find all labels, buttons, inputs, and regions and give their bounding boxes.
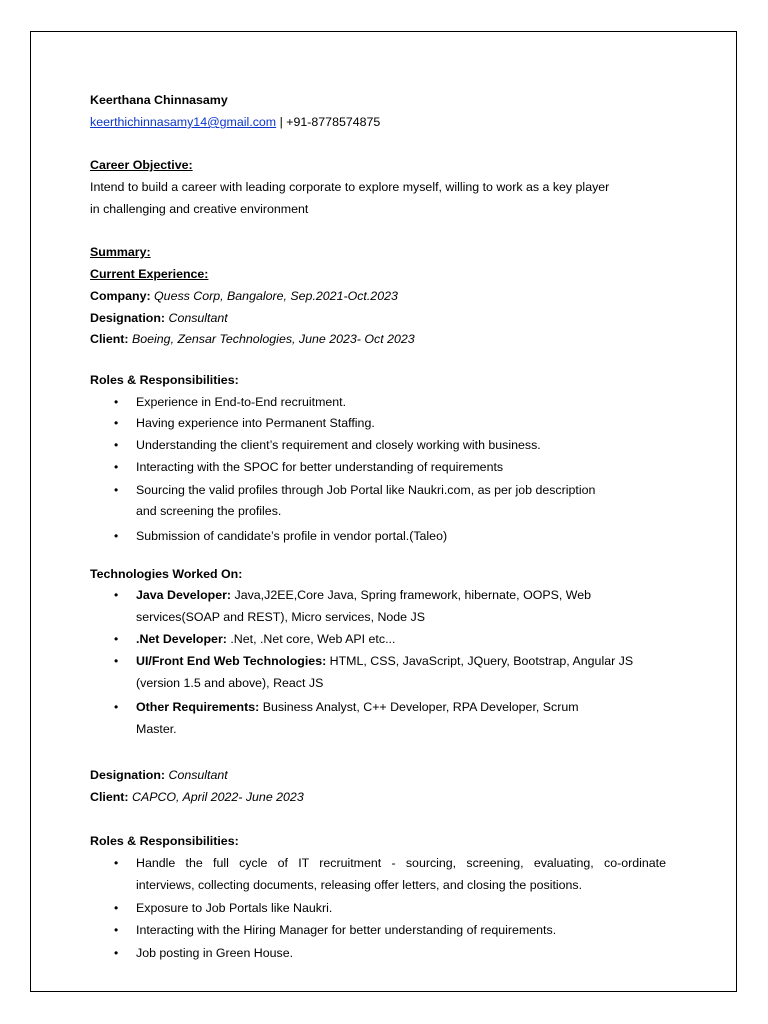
bullet-icon: • (114, 700, 119, 714)
tech-net (136, 631, 395, 647)
bullet-icon: • (114, 654, 119, 668)
client-value: CAPCO, April 2022- June 2023 (128, 790, 304, 804)
list-item-continuation: and screening the profiles. (136, 504, 282, 518)
bullet-icon: • (114, 483, 119, 497)
client-line (90, 789, 304, 805)
career-objective-line: in challenging and creative environment (90, 202, 309, 216)
contact-line (90, 114, 380, 130)
designation-line (90, 767, 228, 783)
client-line (90, 331, 415, 347)
tech-ui-value: HTML, CSS, JavaScript, JQuery, Bootstrap, Angular JS (326, 654, 634, 668)
current-experience-heading: Current Experience: (90, 267, 209, 281)
tech-other (136, 699, 579, 715)
tech-other-label: Other Requirements: (136, 700, 260, 714)
tech-ui-continuation: (version 1.5 and above), React JS (136, 676, 324, 690)
list-item-continuation: interviews, collecting documents, releasing offer letters, and closing the positions. (136, 878, 583, 892)
list-item: Job posting in Green House. (136, 946, 294, 960)
bullet-icon: • (114, 923, 119, 937)
email-link[interactable]: keerthichinnasamy14@gmail.com (90, 115, 277, 129)
tech-java-label: Java Developer: (136, 588, 232, 602)
list-item: Interacting with the Hiring Manager for better understanding of requirements. (136, 923, 557, 937)
company-value: Quess Corp, Bangalore, Sep.2021-Oct.2023 (150, 289, 398, 303)
list-item: Handle the full cycle of IT recruitment - sourcing, screening, evaluating, co-ordinate (136, 856, 666, 870)
client-value: Boeing, Zensar Technologies, June 2023- Oct 2023 (128, 332, 415, 346)
designation-line (90, 310, 228, 326)
list-item: Submission of candidate’s profile in vendor portal.(Taleo) (136, 529, 448, 543)
list-item: Exposure to Job Portals like Naukri. (136, 901, 333, 915)
roles-heading: Roles & Responsibilities: (90, 834, 239, 848)
bullet-icon: • (114, 416, 119, 430)
bullet-icon: • (114, 946, 119, 960)
tech-ui (136, 653, 633, 669)
summary-heading: Summary: (90, 245, 151, 259)
bullet-icon: • (114, 588, 119, 602)
tech-java (136, 587, 591, 603)
candidate-name: Keerthana Chinnasamy (90, 93, 228, 107)
list-item: Experience in End-to-End recruitment. (136, 395, 347, 409)
list-item: Interacting with the SPOC for better understanding of requirements (136, 460, 504, 474)
bullet-icon: • (114, 856, 119, 870)
phone-number: +91-8778574875 (286, 115, 381, 129)
designation-label: Designation: (90, 311, 166, 325)
technologies-heading: Technologies Worked On: (90, 567, 243, 581)
list-item: Having experience into Permanent Staffing. (136, 416, 375, 430)
designation-label: Designation: (90, 768, 166, 782)
tech-net-label: .Net Developer: (136, 632, 227, 646)
contact-separator: | (276, 115, 287, 129)
bullet-icon: • (114, 901, 119, 915)
bullet-icon: • (114, 529, 119, 543)
tech-other-continuation: Master. (136, 722, 177, 736)
client-label: Client: (90, 332, 129, 346)
bullet-icon: • (114, 395, 119, 409)
career-objective-line: Intend to build a career with leading corporate to explore myself, willing to work as a key player (90, 180, 610, 194)
tech-ui-label: UI/Front End Web Technologies: (136, 654, 327, 668)
client-label: Client: (90, 790, 129, 804)
company-line (90, 288, 398, 304)
tech-java-value: Java,J2EE,Core Java, Spring framework, hibernate, OOPS, Web (231, 588, 592, 602)
company-label: Company: (90, 289, 151, 303)
career-objective-heading: Career Objective: (90, 158, 193, 172)
list-item: Understanding the client’s requirement and closely working with business. (136, 438, 541, 452)
bullet-icon: • (114, 460, 119, 474)
bullet-icon: • (114, 438, 119, 452)
tech-java-continuation: services(SOAP and REST), Micro services, Node JS (136, 610, 425, 624)
designation-value: Consultant (165, 768, 228, 782)
designation-value: Consultant (165, 311, 228, 325)
list-item: Sourcing the valid profiles through Job Portal like Naukri.com, as per job description (136, 483, 596, 497)
roles-heading: Roles & Responsibilities: (90, 373, 239, 387)
tech-net-value: .Net, .Net core, Web API etc... (226, 632, 396, 646)
tech-other-value: Business Analyst, C++ Developer, RPA Developer, Scrum (259, 700, 579, 714)
bullet-icon: • (114, 632, 119, 646)
